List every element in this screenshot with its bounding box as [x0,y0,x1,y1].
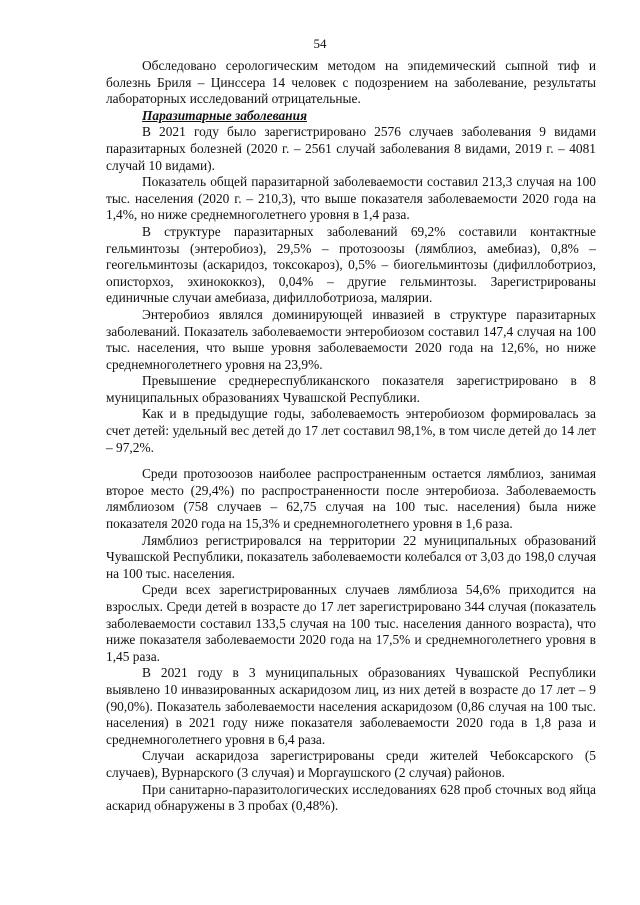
page-number: 54 [313,36,327,51]
paragraph-total-cases: В 2021 году было зарегистрировано 2576 случаев заболевания 9 видами паразитарных болезней (2020 г. – 2561 случай заболевания 8 видами, 2019 г. – 4081 случай 10 видами). [106,124,596,173]
paragraph-giardiasis-adults: Среди всех зарегистрированных случаев лямблиоза 54,6% приходится на взрослых. Среди детей в возрасте до 17 лет зарегистрировано 344 случая (показатель заболеваемости составил 133,5 случая на 100 тыс. населения данного возраста), что ниже показателя заболеваемости 2020 года на 17,5% и среднемноголетнего уровня в 1,45 раза. [106,582,596,664]
paragraph-structure: В структуре паразитарных заболеваний 69,2% составили контактные гельминтозы (энтеробиоз), 29,5% – протозоозы (лямблиоз, амебиаз), 0,8% – геогельминтозы (аскаридоз, токсокароз), 0,5% – биогельминтозы (дифиллоботриоз, описторхоз, эхинококкоз), 0,04% – другие гельминтозы. Зарегистрированы единичные случаи амебиаза, дифиллоботриоза, малярии. [106,223,596,306]
document-body [106,58,596,815]
intro-paragraph: Обследовано серологическим методом на эпидемический сыпной тиф и болезнь Бриля – Цинссера 14 человек с подозрением на заболевание, результаты лабораторных исследований отрицательные. [106,58,596,107]
paragraph-enterobiasis: Энтеробиоз являлся доминирующей инвазией в структуре паразитарных заболеваний. Показатель заболеваемости энтеробиозом составил 147,4 случая на 100 тыс. населения, что выше уровня заболеваемости 2020 года на 12,6%, но ниже среднемноголетнего уровня на 23,9%. [106,306,596,372]
paragraph-ascariasis-districts: Случаи аскаридоза зарегистрированы среди жителей Чебоксарского (5 случаев), Вурнарского (3 случая) и Моргаушского (2 случая) районов. [106,748,596,780]
paragraph-giardiasis: Среди протозоозов наиболее распространенным остается лямблиоз, занимая второе место (29,4%) по распространенности после энтеробиоза. Заболеваемость лямблиозом (758 случаев – 62,75 случая на 100 тыс. населения) была ниже показателя 2020 года на 15,3% и среднемноголетнего уровня в 1,6 раза. [106,466,596,532]
section-title: Паразитарные заболевания [142,107,307,123]
paragraph-overall-rate: Показатель общей паразитарной заболеваемости составил 213,3 случая на 100 тыс. населения (2020 г. – 210,3), что выше показателя заболеваемости 2020 года на 1,4%, но ниже среднемноголетнего уровня в 1,4 раза. [106,174,596,223]
paragraph-children-share: Как и в предыдущие годы, заболеваемость энтеробиозом формировалась за счет детей: удельный вес детей до 17 лет составил 98,1%, в том числе детей до 14 лет – 97,2%. [106,406,596,455]
paragraph-wastewater: При санитарно-паразитологических исследованиях 628 проб сточных вод яйца аскарид обнаружены в 3 пробах (0,48%). [106,781,596,814]
paragraph-giardiasis-territory: Лямблиоз регистрировался на территории 22 муниципальных образований Чувашской Республики, показатель заболеваемости колебался от 3,03 до 198,0 случая на 100 тыс. населения. [106,532,596,581]
paragraph-municipal-excess: Превышение среднереспубликанского показателя зарегистрировано в 8 муниципальных образованиях Чувашской Республики. [106,373,596,405]
paragraph-ascariasis: В 2021 году в 3 муниципальных образованиях Чувашской Республики выявлено 10 инвазированных аскаридозом лиц, из них детей в возрасте до 17 лет – 9 (90,0%). Показатель заболеваемости населения аскаридозом (0,86 случая на 100 тыс. населения) в 2021 году ниже показателя заболеваемости 2020 года в 1,8 раза и среднемноголетнего уровня в 6,4 раза. [106,665,596,747]
